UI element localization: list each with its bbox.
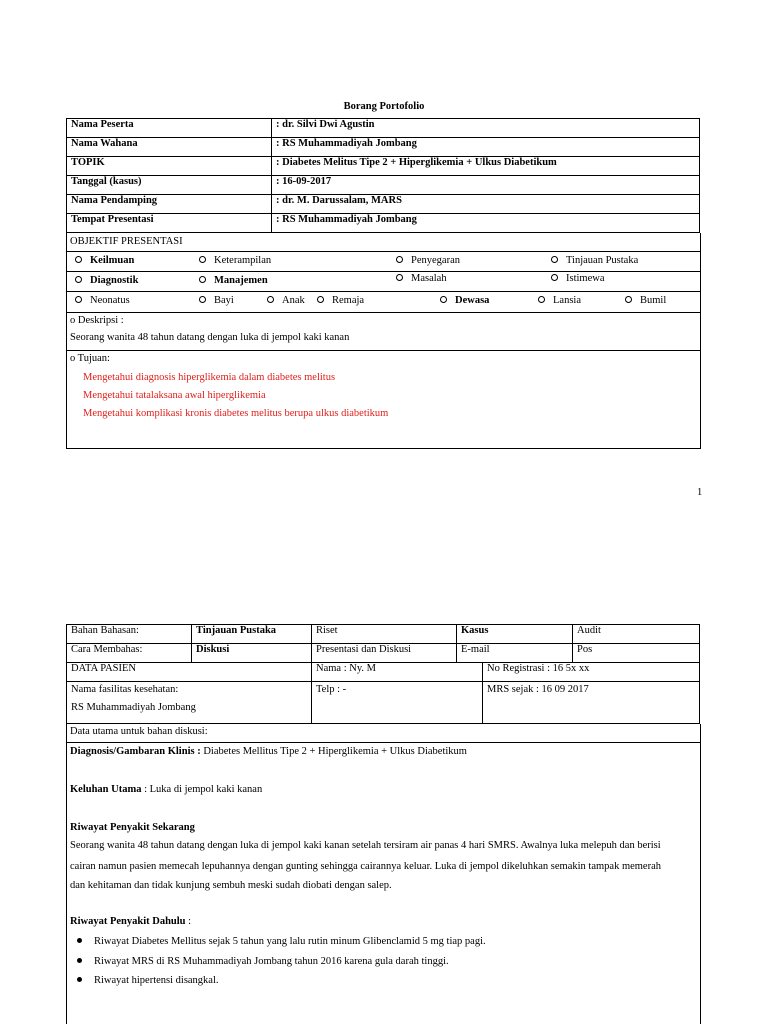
value-nama-peserta: : dr. Silvi Dwi Agustin — [272, 119, 700, 138]
bullet-icon — [77, 977, 82, 982]
bahan-riset[interactable]: Riset — [312, 625, 457, 644]
label-nama-wahana: Nama Wahana — [67, 138, 272, 157]
circle-icon — [551, 274, 558, 281]
tujuan-item: Mengetahui diagnosis hiperglikemia dalam diabetes melitus — [83, 372, 336, 383]
circle-icon — [625, 296, 632, 303]
circle-icon — [199, 296, 206, 303]
rpd-item: Riwayat Diabetes Mellitus sejak 5 tahun yang lalu rutin minum Glibenclamid 5 mg tiap pagi. — [77, 936, 486, 947]
fasilitas-cell — [67, 682, 312, 724]
page-title: Borang Portofolio — [343, 101, 425, 112]
no-registrasi: No Registrasi : 16 5x xx — [483, 663, 700, 682]
objektif-heading: OBJEKTIF PRESENTASI — [70, 236, 183, 247]
cara-diskusi[interactable]: Diskusi — [192, 644, 312, 663]
bullet-icon — [77, 938, 82, 943]
info-table — [66, 118, 700, 233]
circle-icon — [199, 276, 206, 283]
option-bayi[interactable]: Bayi — [199, 295, 234, 306]
fasilitas-value: RS Muhammadiyah Jombang — [71, 702, 196, 713]
telp: Telp : - — [312, 682, 483, 724]
circle-icon — [267, 296, 274, 303]
bahan-tinjauan[interactable]: Tinjauan Pustaka — [192, 625, 312, 644]
rpd-heading: Riwayat Penyakit Dahulu : — [70, 916, 192, 927]
rps-line: cairan namun pasien memecah lepuhannya dengan gunting sehingga cairannya keluar. Luka di jempol dikeluhkan semakin tampak memerah — [70, 861, 662, 872]
deskripsi-text: Seorang wanita 48 tahun datang dengan luka di jempol kaki kanan — [70, 332, 350, 343]
page-number: 1 — [697, 487, 703, 498]
data-pasien-heading: DATA PASIEN — [67, 663, 312, 682]
circle-icon — [75, 276, 82, 283]
tujuan-item: Mengetahui tatalaksana awal hiperglikemia — [83, 390, 266, 401]
option-penyegaran[interactable]: Penyegaran — [396, 255, 460, 266]
circle-icon — [75, 256, 82, 263]
fasilitas-label: Nama fasilitas kesehatan: — [71, 684, 179, 695]
nama-pasien: Nama : Ny. M — [312, 663, 483, 682]
bullet-icon — [77, 958, 82, 963]
bahan-kasus[interactable]: Kasus — [457, 625, 573, 644]
tujuan-label: o Tujuan: — [70, 353, 110, 364]
option-manajemen[interactable]: Manajemen — [199, 275, 268, 286]
option-lansia[interactable]: Lansia — [538, 295, 581, 306]
rpd-item: Riwayat MRS di RS Muhammadiyah Jombang tahun 2016 karena gula darah tinggi. — [77, 956, 449, 967]
circle-icon — [551, 256, 558, 263]
deskripsi-label: o Deskripsi : — [70, 315, 124, 326]
cara-label: Cara Membahas: — [67, 644, 192, 663]
diagnosis-line: Diagnosis/Gambaran Klinis : Diabetes Mellitus Tipe 2 + Hiperglikemia + Ulkus Diabetikum — [70, 746, 467, 757]
option-keilmuan[interactable]: Keilmuan — [75, 255, 134, 266]
circle-icon — [75, 296, 82, 303]
label-tempat: Tempat Presentasi — [67, 214, 272, 233]
label-topik: TOPIK — [67, 157, 272, 176]
cara-pos[interactable]: Pos — [573, 644, 700, 663]
tujuan-item: Mengetahui komplikasi kronis diabetes melitus berupa ulkus diabetikum — [83, 408, 389, 419]
bahan-audit[interactable]: Audit — [573, 625, 700, 644]
circle-icon — [396, 274, 403, 281]
bahan-table — [66, 624, 700, 663]
option-anak[interactable]: Anak — [267, 295, 305, 306]
circle-icon — [538, 296, 545, 303]
circle-icon — [396, 256, 403, 263]
diskusi-box — [66, 724, 701, 1024]
circle-icon — [317, 296, 324, 303]
value-tempat: : RS Muhammadiyah Jombang — [272, 214, 700, 233]
rps-heading: Riwayat Penyakit Sekarang — [70, 822, 195, 833]
option-neonatus[interactable]: Neonatus — [75, 295, 130, 306]
option-tinjauan-pustaka[interactable]: Tinjauan Pustaka — [551, 255, 638, 266]
rps-line: Seorang wanita 48 tahun datang dengan luka di jempol kaki kanan setelah tersiram air panas 4 hari SMRS. Awalnya luka melepuh dan berisi — [70, 840, 661, 851]
value-nama-wahana: : RS Muhammadiyah Jombang — [272, 138, 700, 157]
keluhan-line: Keluhan Utama : Luka di jempol kaki kanan — [70, 784, 263, 795]
value-topik: : Diabetes Melitus Tipe 2 + Hiperglikemia + Ulkus Diabetikum — [272, 157, 700, 176]
option-istimewa[interactable]: Istimewa — [551, 273, 605, 284]
rpd-item: Riwayat hipertensi disangkal. — [77, 975, 219, 986]
value-pendamping: : dr. M. Darussalam, MARS — [272, 195, 700, 214]
option-remaja[interactable]: Remaja — [317, 295, 364, 306]
label-pendamping: Nama Pendamping — [67, 195, 272, 214]
objektif-box — [66, 233, 701, 449]
cara-presentasi[interactable]: Presentasi dan Diskusi — [312, 644, 457, 663]
option-bumil[interactable]: Bumil — [625, 295, 666, 306]
data-utama-heading: Data utama untuk bahan diskusi: — [70, 726, 208, 737]
bahan-label: Bahan Bahasan: — [67, 625, 192, 644]
label-nama-peserta: Nama Peserta — [67, 119, 272, 138]
option-diagnostik[interactable]: Diagnostik — [75, 275, 138, 286]
circle-icon — [199, 256, 206, 263]
option-masalah[interactable]: Masalah — [396, 273, 447, 284]
option-keterampilan[interactable]: Keterampilan — [199, 255, 271, 266]
label-tanggal: Tanggal (kasus) — [67, 176, 272, 195]
value-tanggal: : 16-09-2017 — [272, 176, 700, 195]
cara-email[interactable]: E-mail — [457, 644, 573, 663]
mrs-sejak: MRS sejak : 16 09 2017 — [483, 682, 700, 724]
circle-icon — [440, 296, 447, 303]
rps-line: dan kehitaman dan tidak kunjung sembuh meski sudah diobati dengan salep. — [70, 880, 392, 891]
pasien-table — [66, 662, 700, 724]
option-dewasa[interactable]: Dewasa — [440, 295, 489, 306]
